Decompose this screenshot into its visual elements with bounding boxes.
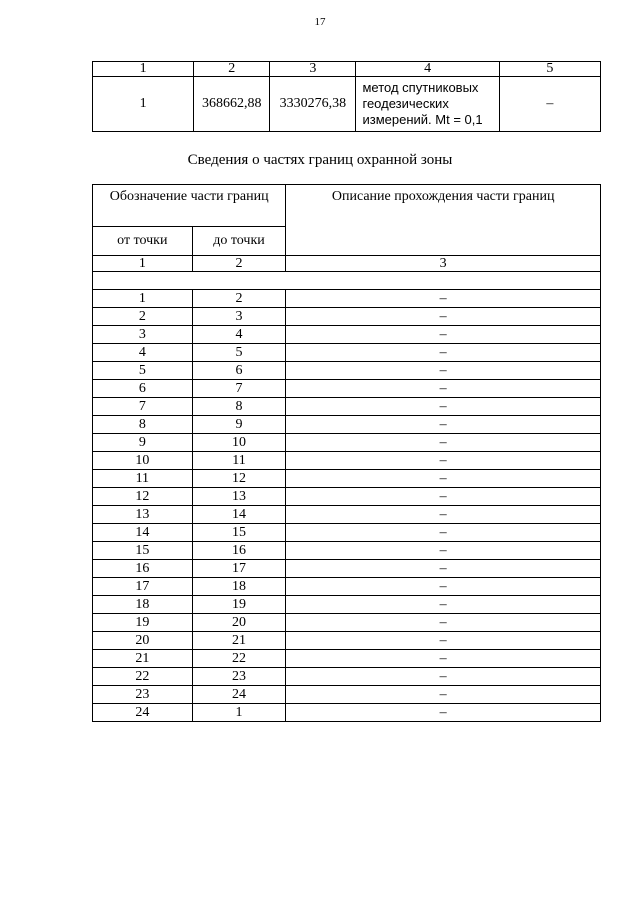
to-point-cell: 19 (192, 596, 286, 614)
description-cell: – (286, 560, 601, 578)
description-cell: – (286, 344, 601, 362)
description-cell: – (286, 308, 601, 326)
description-cell: – (286, 380, 601, 398)
table-row (93, 614, 601, 632)
from-point-cell: 6 (93, 380, 193, 398)
from-point-cell: 21 (93, 650, 193, 668)
to-point-cell: 20 (192, 614, 286, 632)
column-number: 2 (192, 256, 286, 272)
column-header: 4 (356, 62, 499, 77)
table-row (93, 596, 601, 614)
from-point-cell: 20 (93, 632, 193, 650)
table-row (93, 560, 601, 578)
section-title: Сведения о частях границ охранной зоны (187, 152, 453, 168)
from-point-cell: 1 (93, 290, 193, 308)
column-number: 3 (286, 256, 601, 272)
table-row (93, 290, 601, 308)
from-point-cell: 5 (93, 362, 193, 380)
column-header: 3 (270, 62, 356, 77)
from-point-cell: 16 (93, 560, 193, 578)
table-row (93, 398, 601, 416)
description-cell: – (286, 650, 601, 668)
to-point-header: до точки (192, 227, 286, 256)
to-point-cell: 2 (192, 290, 286, 308)
empty-cell (93, 272, 601, 290)
from-point-cell: 19 (93, 614, 193, 632)
column-header: 5 (499, 62, 600, 77)
to-point-cell: 13 (192, 488, 286, 506)
table-row (93, 542, 601, 560)
description-cell: – (286, 398, 601, 416)
table-row (93, 380, 601, 398)
description-cell: – (286, 686, 601, 704)
from-point-cell: 24 (93, 704, 193, 722)
to-point-cell: 15 (192, 524, 286, 542)
description-cell: – (286, 452, 601, 470)
description-cell: – (286, 416, 601, 434)
to-point-cell: 12 (192, 470, 286, 488)
table-row (93, 650, 601, 668)
method-line: измерений. Mt = 0,1 (362, 112, 483, 127)
to-point-cell: 14 (192, 506, 286, 524)
table-row (93, 362, 601, 380)
to-point-cell: 10 (192, 434, 286, 452)
coordinate-y-cell: 3330276,38 (270, 77, 356, 132)
description-cell: – (286, 506, 601, 524)
method-line: метод спутниковых (362, 80, 479, 95)
description-cell: – (286, 668, 601, 686)
description-cell: – (286, 488, 601, 506)
to-point-cell: 9 (192, 416, 286, 434)
page-number: 17 (314, 16, 326, 28)
to-point-cell: 4 (192, 326, 286, 344)
method-cell (356, 77, 499, 132)
from-point-cell: 23 (93, 686, 193, 704)
column-number: 1 (93, 256, 193, 272)
from-point-cell: 4 (93, 344, 193, 362)
description-cell: – (286, 704, 601, 722)
table-row (93, 488, 601, 506)
from-point-cell: 18 (93, 596, 193, 614)
description-cell: – (286, 362, 601, 380)
description-cell: – (286, 614, 601, 632)
column-number-row (93, 256, 601, 272)
table-row (93, 470, 601, 488)
from-point-cell: 10 (93, 452, 193, 470)
coordinate-x-cell: 368662,88 (194, 77, 270, 132)
from-point-cell: 22 (93, 668, 193, 686)
column-header: 1 (93, 62, 194, 77)
table-row (93, 344, 601, 362)
from-point-cell: 9 (93, 434, 193, 452)
table-row (93, 578, 601, 596)
to-point-cell: 18 (192, 578, 286, 596)
from-point-cell: 13 (93, 506, 193, 524)
description-header: Описание прохождения части границ (286, 185, 601, 256)
description-cell: – (286, 290, 601, 308)
header-row (93, 185, 601, 227)
table-row (93, 704, 601, 722)
table-row (93, 416, 601, 434)
table-row (93, 77, 601, 132)
table-row (93, 686, 601, 704)
table-row (93, 308, 601, 326)
to-point-cell: 22 (192, 650, 286, 668)
description-cell: – (286, 596, 601, 614)
description-cell: – (286, 632, 601, 650)
column-header: 2 (194, 62, 270, 77)
from-point-cell: 11 (93, 470, 193, 488)
table-header-row (93, 62, 601, 77)
description-cell: – (286, 542, 601, 560)
empty-row (93, 272, 601, 290)
table-row (93, 668, 601, 686)
table-row (93, 452, 601, 470)
table-row (93, 434, 601, 452)
boundary-parts-table (92, 184, 601, 722)
coordinates-table (92, 61, 601, 132)
from-point-cell: 17 (93, 578, 193, 596)
description-cell: – (286, 578, 601, 596)
from-point-cell: 2 (93, 308, 193, 326)
to-point-cell: 1 (192, 704, 286, 722)
to-point-cell: 21 (192, 632, 286, 650)
to-point-cell: 6 (192, 362, 286, 380)
from-point-cell: 14 (93, 524, 193, 542)
from-point-cell: 7 (93, 398, 193, 416)
to-point-cell: 11 (192, 452, 286, 470)
from-point-cell: 12 (93, 488, 193, 506)
table-row (93, 506, 601, 524)
description-cell: – (286, 326, 601, 344)
to-point-cell: 8 (192, 398, 286, 416)
dash-cell: – (499, 77, 600, 132)
to-point-cell: 5 (192, 344, 286, 362)
table-row (93, 524, 601, 542)
to-point-cell: 24 (192, 686, 286, 704)
description-cell: – (286, 524, 601, 542)
to-point-cell: 3 (192, 308, 286, 326)
to-point-cell: 23 (192, 668, 286, 686)
from-point-cell: 8 (93, 416, 193, 434)
to-point-cell: 7 (192, 380, 286, 398)
method-line: геодезических (362, 96, 449, 111)
designation-header: Обозначение части границ (93, 185, 286, 227)
from-point-header: от точки (93, 227, 193, 256)
description-cell: – (286, 470, 601, 488)
from-point-cell: 3 (93, 326, 193, 344)
table-row (93, 326, 601, 344)
table-row (93, 632, 601, 650)
to-point-cell: 16 (192, 542, 286, 560)
point-number-cell: 1 (93, 77, 194, 132)
to-point-cell: 17 (192, 560, 286, 578)
from-point-cell: 15 (93, 542, 193, 560)
description-cell: – (286, 434, 601, 452)
